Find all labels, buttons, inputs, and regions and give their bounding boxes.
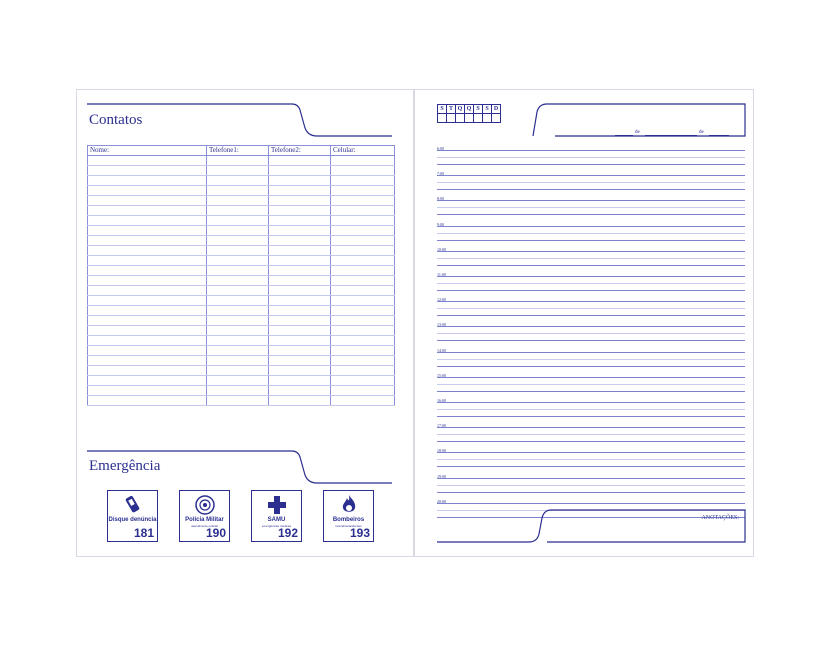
table-cell[interactable] [88, 306, 207, 316]
table-cell[interactable] [207, 306, 269, 316]
table-cell[interactable] [269, 356, 331, 366]
weekday-letter: T [447, 105, 456, 114]
contacts-body [88, 156, 395, 406]
table-cell[interactable] [88, 386, 207, 396]
table-cell[interactable] [269, 366, 331, 376]
weekday-checkbox[interactable] [456, 114, 465, 123]
table-row [88, 196, 395, 206]
table-cell[interactable] [88, 276, 207, 286]
table-cell[interactable] [207, 296, 269, 306]
table-cell[interactable] [207, 276, 269, 286]
table-cell[interactable] [331, 356, 395, 366]
table-cell[interactable] [88, 266, 207, 276]
table-cell[interactable] [331, 346, 395, 356]
ruled-line [437, 308, 745, 309]
ruled-line [437, 175, 745, 176]
table-row [88, 166, 395, 176]
table-cell[interactable] [207, 356, 269, 366]
table-cell[interactable] [207, 236, 269, 246]
weekday-letter: S [438, 105, 447, 114]
ruled-line [437, 366, 745, 367]
notes-tab-frame [437, 510, 745, 544]
emergency-number: 193 [349, 526, 370, 540]
ruled-line [437, 258, 745, 259]
table-cell[interactable] [269, 396, 331, 406]
hour-row[interactable] [437, 222, 745, 247]
ruled-line [437, 150, 745, 151]
ruled-line [437, 416, 745, 417]
table-cell[interactable] [88, 246, 207, 256]
emergency-card-samu [251, 490, 302, 542]
weekday-letter: S [483, 105, 492, 114]
ruled-line [437, 503, 745, 504]
ruled-line [437, 265, 745, 266]
hour-row[interactable] [437, 474, 745, 499]
table-cell[interactable] [207, 336, 269, 346]
emergency-number: 190 [205, 526, 226, 540]
table-cell[interactable] [88, 336, 207, 346]
table-cell[interactable] [331, 316, 395, 326]
table-row [88, 276, 395, 286]
table-row [88, 216, 395, 226]
table-cell[interactable] [88, 346, 207, 356]
table-row [88, 366, 395, 376]
table-cell[interactable] [88, 286, 207, 296]
ruled-line [437, 352, 745, 353]
table-cell[interactable] [331, 376, 395, 386]
ruled-line [437, 409, 745, 410]
table-cell[interactable] [331, 206, 395, 216]
table-row [88, 186, 395, 196]
ruled-line [437, 384, 745, 385]
weekday-checkbox[interactable] [483, 114, 492, 123]
weekday-checkbox[interactable] [474, 114, 483, 123]
medical-cross-icon [252, 494, 301, 516]
date-separator: de [635, 130, 640, 135]
table-cell[interactable] [88, 326, 207, 336]
table-cell[interactable] [269, 386, 331, 396]
emergency-subtitle: emergências médicas [261, 524, 292, 528]
table-cell[interactable] [88, 226, 207, 236]
ruled-line [437, 466, 745, 467]
emergency-number: 181 [133, 526, 154, 540]
hour-row[interactable] [437, 322, 745, 347]
emergency-name: Bombeiros [332, 517, 365, 523]
table-cell[interactable] [269, 216, 331, 226]
table-cell[interactable] [331, 156, 395, 166]
table-cell[interactable] [88, 376, 207, 386]
table-cell[interactable] [331, 186, 395, 196]
weekday-letter: D [492, 105, 501, 114]
ruled-line [437, 441, 745, 442]
table-cell[interactable] [331, 306, 395, 316]
hour-label: 17:00 [437, 423, 447, 429]
ruled-line [437, 492, 745, 493]
table-cell[interactable] [269, 186, 331, 196]
ruled-line [437, 377, 745, 378]
hour-label: 15:00 [437, 372, 447, 378]
table-cell[interactable] [269, 286, 331, 296]
table-row [88, 266, 395, 276]
hour-row[interactable] [437, 398, 745, 423]
table-cell[interactable] [331, 266, 395, 276]
table-cell[interactable] [269, 376, 331, 386]
hour-label: 9:00 [437, 221, 445, 227]
ruled-line [437, 226, 745, 227]
table-cell[interactable] [269, 346, 331, 356]
table-cell[interactable] [207, 366, 269, 376]
notes-label: ANOTAÇÕES: [701, 515, 739, 521]
ruled-line [437, 214, 745, 215]
table-row [88, 286, 395, 296]
emergency-card-disque-denuncia [107, 490, 158, 542]
table-cell[interactable] [207, 256, 269, 266]
hour-label: 12:00 [437, 297, 447, 303]
hour-row[interactable] [437, 423, 745, 448]
date-day-line [615, 135, 633, 136]
phone-hand-icon [108, 494, 157, 516]
hour-row[interactable] [437, 297, 745, 322]
table-cell[interactable] [207, 286, 269, 296]
table-cell[interactable] [207, 226, 269, 236]
table-cell[interactable] [88, 196, 207, 206]
ruled-line [437, 240, 745, 241]
hour-row[interactable] [437, 146, 745, 171]
emergency-name: Polícia Militar [185, 517, 224, 523]
table-cell[interactable] [207, 386, 269, 396]
ruled-line [437, 164, 745, 165]
weekday-grid [437, 104, 501, 123]
ruled-line [437, 283, 745, 284]
table-cell[interactable] [269, 176, 331, 186]
table-cell[interactable] [269, 236, 331, 246]
ruled-line [437, 276, 745, 277]
table-cell[interactable] [269, 246, 331, 256]
table-cell[interactable] [207, 246, 269, 256]
hour-label: 6:00 [437, 146, 445, 151]
left-page [76, 89, 414, 557]
weekday-checkbox[interactable] [438, 114, 447, 123]
table-row [88, 306, 395, 316]
ruled-line [437, 233, 745, 234]
hour-row[interactable] [437, 373, 745, 398]
column-header-name: Nome: [88, 146, 207, 156]
hour-row[interactable] [437, 247, 745, 272]
table-row [88, 376, 395, 386]
emergency-card-policia-militar [179, 490, 230, 542]
date-year-line [709, 135, 729, 136]
table-cell[interactable] [269, 316, 331, 326]
ruled-line [437, 359, 745, 360]
column-header-mobile: Celular: [331, 146, 395, 156]
emergency-subtitle: incêndios/acidentes [335, 524, 362, 528]
table-cell[interactable] [331, 326, 395, 336]
table-cell[interactable] [207, 196, 269, 206]
table-row [88, 316, 395, 326]
hour-label: 20:00 [437, 498, 447, 504]
hour-label: 10:00 [437, 246, 447, 252]
weekday-checkbox[interactable] [465, 114, 474, 123]
ruled-line [437, 333, 745, 334]
table-cell[interactable] [207, 206, 269, 216]
table-cell[interactable] [269, 226, 331, 236]
column-header-phone1: Telefone1: [207, 146, 269, 156]
ruled-line [437, 427, 745, 428]
table-cell[interactable] [269, 306, 331, 316]
table-cell[interactable] [207, 346, 269, 356]
table-row [88, 156, 395, 166]
table-row [88, 206, 395, 216]
table-cell[interactable] [331, 216, 395, 226]
table-cell[interactable] [207, 166, 269, 176]
table-cell[interactable] [331, 236, 395, 246]
emergency-card-bombeiros [323, 490, 374, 542]
hour-label: 16:00 [437, 398, 447, 403]
contacts-table [87, 145, 395, 406]
hour-label: 8:00 [437, 196, 445, 202]
ruled-line [437, 189, 745, 190]
weekday-letter: S [474, 105, 483, 114]
table-cell[interactable] [88, 206, 207, 216]
column-header-phone2: Telefone2: [269, 146, 331, 156]
table-cell[interactable] [269, 266, 331, 276]
ruled-line [437, 207, 745, 208]
right-page [414, 89, 754, 557]
hour-label: 18:00 [437, 448, 447, 454]
table-cell[interactable] [88, 366, 207, 376]
weekday-letter: Q [456, 105, 465, 114]
table-cell[interactable] [331, 286, 395, 296]
table-row [88, 256, 395, 266]
weekday-checkbox[interactable] [447, 114, 456, 123]
ruled-line [437, 326, 745, 327]
emergency-name: SAMU [267, 517, 286, 523]
table-cell[interactable] [88, 356, 207, 366]
date-separator: de [699, 130, 704, 135]
table-row [88, 236, 395, 246]
table-row [88, 326, 395, 336]
ruled-line [437, 251, 745, 252]
table-cell[interactable] [88, 166, 207, 176]
table-cell[interactable] [331, 276, 395, 286]
table-cell[interactable] [88, 216, 207, 226]
ruled-line [437, 157, 745, 158]
table-cell[interactable] [331, 336, 395, 346]
ruled-line [437, 485, 745, 486]
table-cell[interactable] [88, 236, 207, 246]
table-header-row [88, 146, 395, 156]
emergency-number: 192 [277, 526, 298, 540]
ruled-line [437, 391, 745, 392]
table-cell[interactable] [269, 326, 331, 336]
table-cell[interactable] [207, 396, 269, 406]
table-cell[interactable] [207, 176, 269, 186]
hour-label: 13:00 [437, 322, 447, 328]
table-cell[interactable] [207, 216, 269, 226]
hour-row[interactable] [437, 448, 745, 473]
ruled-line [437, 200, 745, 201]
table-cell[interactable] [269, 256, 331, 266]
table-cell[interactable] [207, 156, 269, 166]
emergency-title: Emergência [89, 458, 161, 474]
table-cell[interactable] [331, 226, 395, 236]
table-row [88, 386, 395, 396]
date-month-line [645, 135, 697, 136]
table-cell[interactable] [207, 266, 269, 276]
ruled-line [437, 340, 745, 341]
ruled-line [437, 402, 745, 403]
ruled-line [437, 182, 745, 183]
table-cell[interactable] [269, 276, 331, 286]
table-cell[interactable] [88, 396, 207, 406]
table-cell[interactable] [331, 166, 395, 176]
fire-icon [324, 494, 373, 516]
table-cell[interactable] [331, 366, 395, 376]
table-cell[interactable] [331, 396, 395, 406]
table-row [88, 336, 395, 346]
ruled-line [437, 434, 745, 435]
table-row [88, 356, 395, 366]
table-cell[interactable] [88, 176, 207, 186]
table-cell[interactable] [269, 296, 331, 306]
table-cell[interactable] [331, 196, 395, 206]
table-cell[interactable] [88, 256, 207, 266]
table-cell[interactable] [269, 196, 331, 206]
ruled-line [437, 459, 745, 460]
table-cell[interactable] [269, 166, 331, 176]
table-row [88, 176, 395, 186]
hour-row[interactable] [437, 272, 745, 297]
weekday-row [438, 105, 501, 114]
table-cell[interactable] [207, 376, 269, 386]
table-row [88, 246, 395, 256]
ruled-line [437, 290, 745, 291]
ruled-line [437, 452, 745, 453]
table-cell[interactable] [269, 336, 331, 346]
table-cell[interactable] [331, 246, 395, 256]
table-row [88, 296, 395, 306]
table-row [88, 346, 395, 356]
table-cell[interactable] [331, 296, 395, 306]
ruled-line [437, 301, 745, 302]
weekday-checkbox[interactable] [492, 114, 501, 123]
contacts-title: Contatos [89, 112, 143, 128]
emergency-name: Disque denúncia [108, 517, 157, 523]
weekday-check-row [438, 114, 501, 123]
hour-label: 14:00 [437, 347, 447, 353]
table-cell[interactable] [88, 296, 207, 306]
police-badge-icon [180, 494, 229, 516]
ruled-line [437, 315, 745, 316]
table-cell[interactable] [207, 326, 269, 336]
table-cell[interactable] [331, 256, 395, 266]
table-cell[interactable] [269, 156, 331, 166]
emergency-subtitle: atendimento policial [191, 524, 218, 528]
table-cell[interactable] [331, 176, 395, 186]
table-cell[interactable] [269, 206, 331, 216]
weekday-letter: Q [465, 105, 474, 114]
table-row [88, 226, 395, 236]
ruled-line [437, 478, 745, 479]
table-cell[interactable] [331, 386, 395, 396]
table-row [88, 396, 395, 406]
table-cell[interactable] [207, 316, 269, 326]
hour-row[interactable] [437, 171, 745, 196]
hour-row[interactable] [437, 196, 745, 221]
hour-label: 7:00 [437, 171, 445, 177]
hour-label: 19:00 [437, 473, 447, 479]
hour-row[interactable] [437, 348, 745, 373]
table-cell[interactable] [88, 316, 207, 326]
table-cell[interactable] [88, 186, 207, 196]
hour-label: 11:00 [437, 272, 446, 277]
table-cell[interactable] [88, 156, 207, 166]
table-cell[interactable] [207, 186, 269, 196]
